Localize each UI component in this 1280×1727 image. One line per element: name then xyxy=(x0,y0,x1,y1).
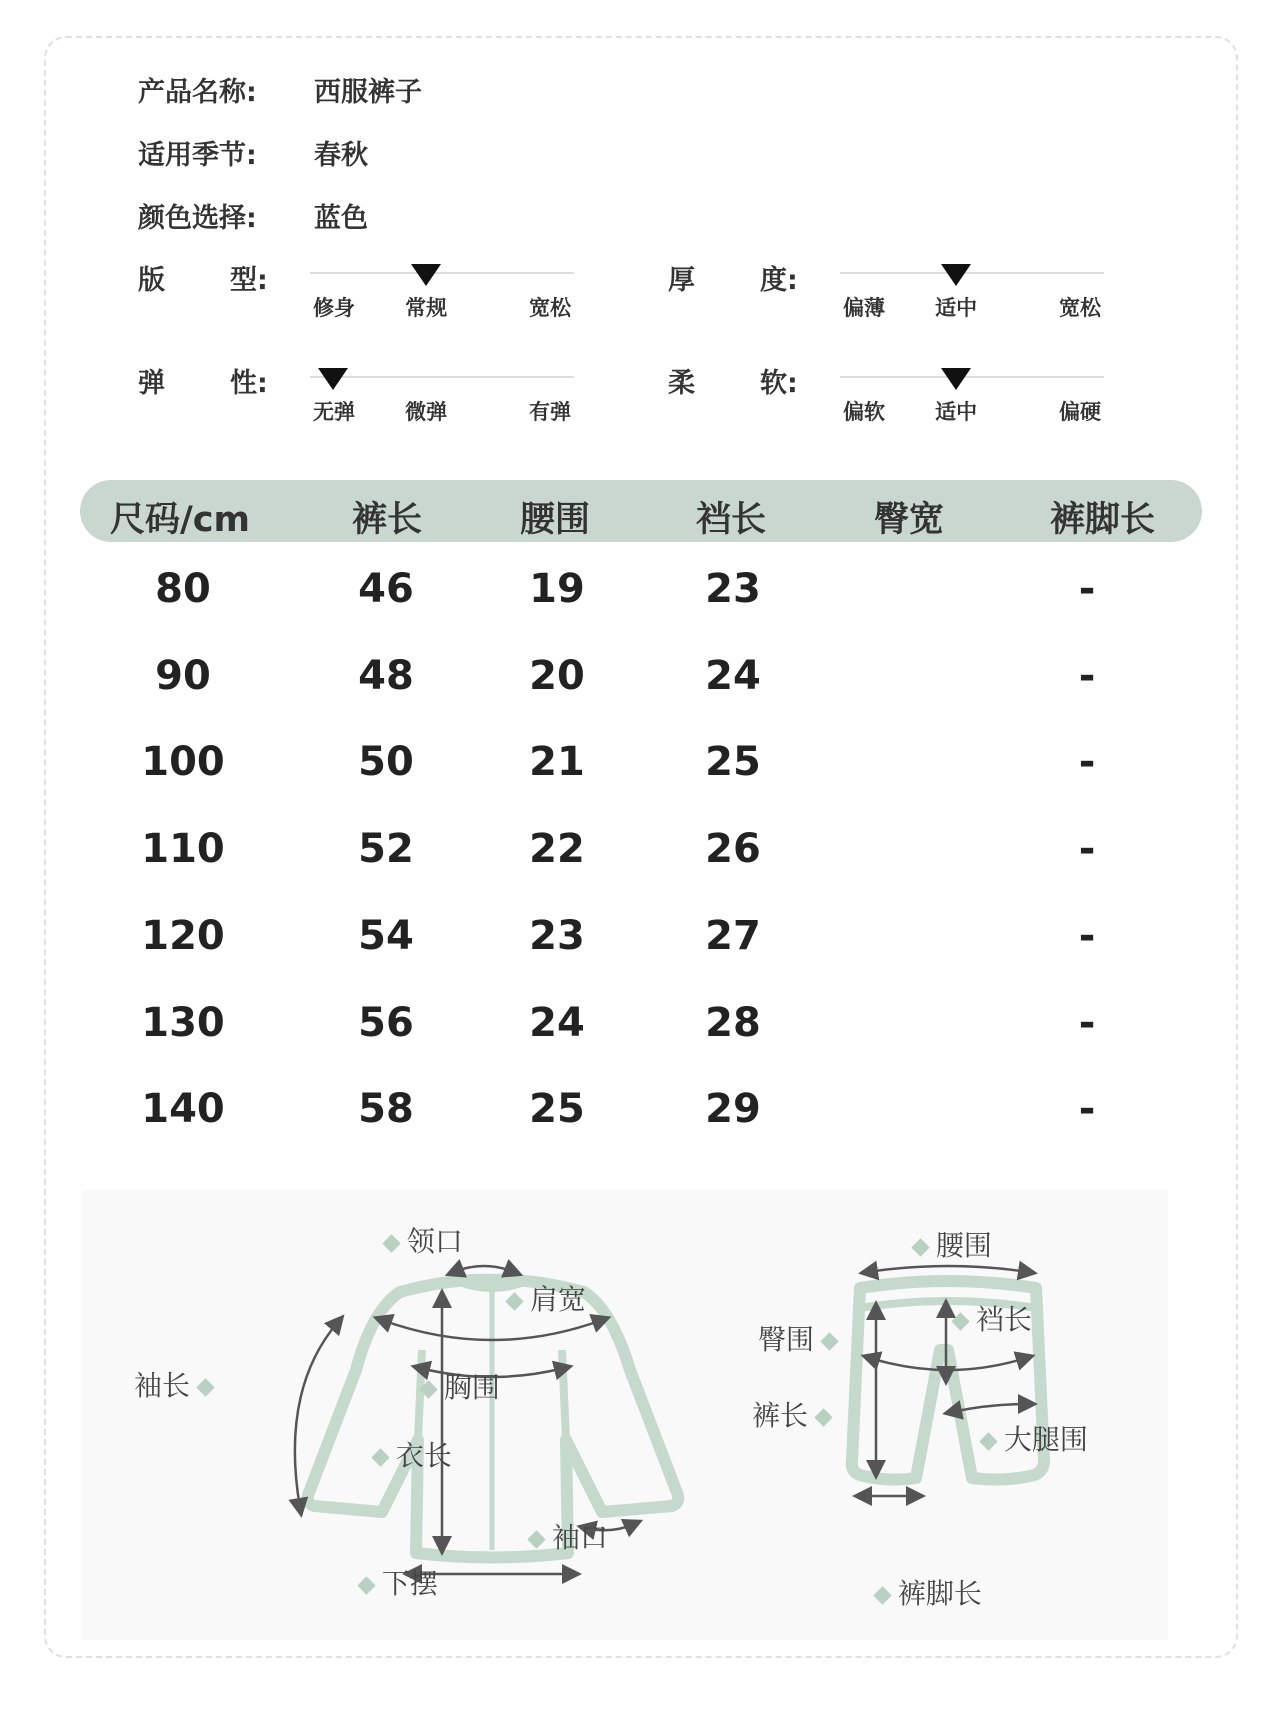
season-label: 适用季节: xyxy=(138,140,257,171)
softness-option-1: 适中 xyxy=(935,400,978,424)
elasticity-scale-track xyxy=(310,376,574,378)
cell-rise: 24 xyxy=(705,652,761,699)
thickness-option-1: 适中 xyxy=(935,296,978,320)
header-pants-length: 裤长 xyxy=(352,500,423,540)
elasticity-option-1: 微弹 xyxy=(405,400,448,424)
cell-size: 110 xyxy=(141,826,225,873)
fit-scale-track xyxy=(310,272,574,274)
jacket-outline xyxy=(308,1280,679,1558)
measurement-diagram xyxy=(82,1190,1168,1640)
cell-rise: 26 xyxy=(705,826,761,873)
label-collar: 领口 xyxy=(385,1220,463,1260)
label-cuff: 袖口 xyxy=(530,1516,608,1556)
header-waist: 腰围 xyxy=(520,500,591,540)
cell-leg-opening: - xyxy=(1078,652,1096,699)
fit-option-1: 常规 xyxy=(405,296,448,320)
cell-waist: 21 xyxy=(529,739,585,786)
cell-rise: 27 xyxy=(705,912,761,959)
label-sleeve-length: 袖长 xyxy=(134,1364,212,1404)
label-hip: 臀围 xyxy=(758,1318,836,1358)
label-shoulder: 肩宽 xyxy=(508,1278,586,1318)
cell-waist: 24 xyxy=(529,999,585,1046)
fit-option-2: 宽松 xyxy=(529,296,571,320)
label-rise: 裆长 xyxy=(954,1298,1032,1338)
cell-size: 130 xyxy=(141,999,225,1046)
cell-leg-opening: - xyxy=(1078,739,1096,786)
label-hem: 下摆 xyxy=(360,1562,438,1602)
cell-size: 90 xyxy=(155,652,211,699)
cell-rise: 25 xyxy=(705,739,761,786)
elasticity-option-2: 有弹 xyxy=(529,400,571,424)
label-chest: 胸围 xyxy=(422,1366,500,1406)
cell-rise: 28 xyxy=(705,999,761,1046)
cell-rise: 29 xyxy=(705,1086,761,1133)
color-label: 颜色选择: xyxy=(138,203,257,234)
cell-leg-opening: - xyxy=(1078,566,1096,612)
softness-scale-track xyxy=(840,376,1104,378)
softness-option-0: 偏软 xyxy=(843,400,885,424)
fit-selected-marker xyxy=(411,264,441,286)
cell-pants-length: 58 xyxy=(358,1086,414,1133)
label-pants-length: 裤长 xyxy=(752,1394,830,1434)
thickness-option-2: 宽松 xyxy=(1059,296,1101,320)
header-leg-opening: 裤脚长 xyxy=(1050,500,1156,540)
color-value: 蓝色 xyxy=(314,203,368,234)
label-waist: 腰围 xyxy=(914,1224,992,1264)
label-leg-opening: 裤脚长 xyxy=(876,1572,982,1612)
size-table-header xyxy=(80,480,1202,542)
elasticity-option-0: 无弹 xyxy=(313,400,355,424)
cell-pants-length: 56 xyxy=(358,999,414,1046)
cell-waist: 19 xyxy=(529,566,585,612)
header-size: 尺码/cm xyxy=(110,500,251,540)
cell-size: 120 xyxy=(141,912,225,959)
thickness-selected-marker xyxy=(941,264,971,286)
thickness-scale-track xyxy=(840,272,1104,274)
cell-pants-length: 50 xyxy=(358,739,414,786)
label-body-length: 衣长 xyxy=(374,1434,452,1474)
cell-pants-length: 54 xyxy=(358,912,414,959)
label-thigh: 大腿围 xyxy=(982,1418,1088,1458)
cell-leg-opening: - xyxy=(1078,912,1096,959)
product-name-value: 西服裤子 xyxy=(314,77,422,108)
cell-leg-opening: - xyxy=(1078,826,1096,873)
cell-waist: 20 xyxy=(529,652,585,699)
softness-option-2: 偏硬 xyxy=(1059,400,1101,424)
cell-waist: 22 xyxy=(529,826,585,873)
fit-option-0: 修身 xyxy=(313,296,355,320)
cell-pants-length: 46 xyxy=(358,566,414,612)
cell-rise: 23 xyxy=(705,566,761,612)
thickness-option-0: 偏薄 xyxy=(843,296,885,320)
cell-leg-opening: - xyxy=(1078,1086,1096,1133)
elasticity-selected-marker xyxy=(318,368,348,390)
cell-waist: 23 xyxy=(529,912,585,959)
softness-selected-marker xyxy=(941,368,971,390)
cell-pants-length: 48 xyxy=(358,652,414,699)
header-hip-width: 臀宽 xyxy=(874,500,945,540)
cell-size: 140 xyxy=(141,1086,225,1133)
diagram-svg xyxy=(82,1190,1168,1640)
season-value: 春秋 xyxy=(314,140,368,171)
cell-size: 100 xyxy=(141,739,225,786)
header-rise: 裆长 xyxy=(696,500,767,540)
cell-leg-opening: - xyxy=(1078,999,1096,1046)
cell-size: 80 xyxy=(155,566,211,612)
cell-waist: 25 xyxy=(529,1086,585,1133)
cell-pants-length: 52 xyxy=(358,826,414,873)
product-name-label: 产品名称: xyxy=(138,77,257,108)
